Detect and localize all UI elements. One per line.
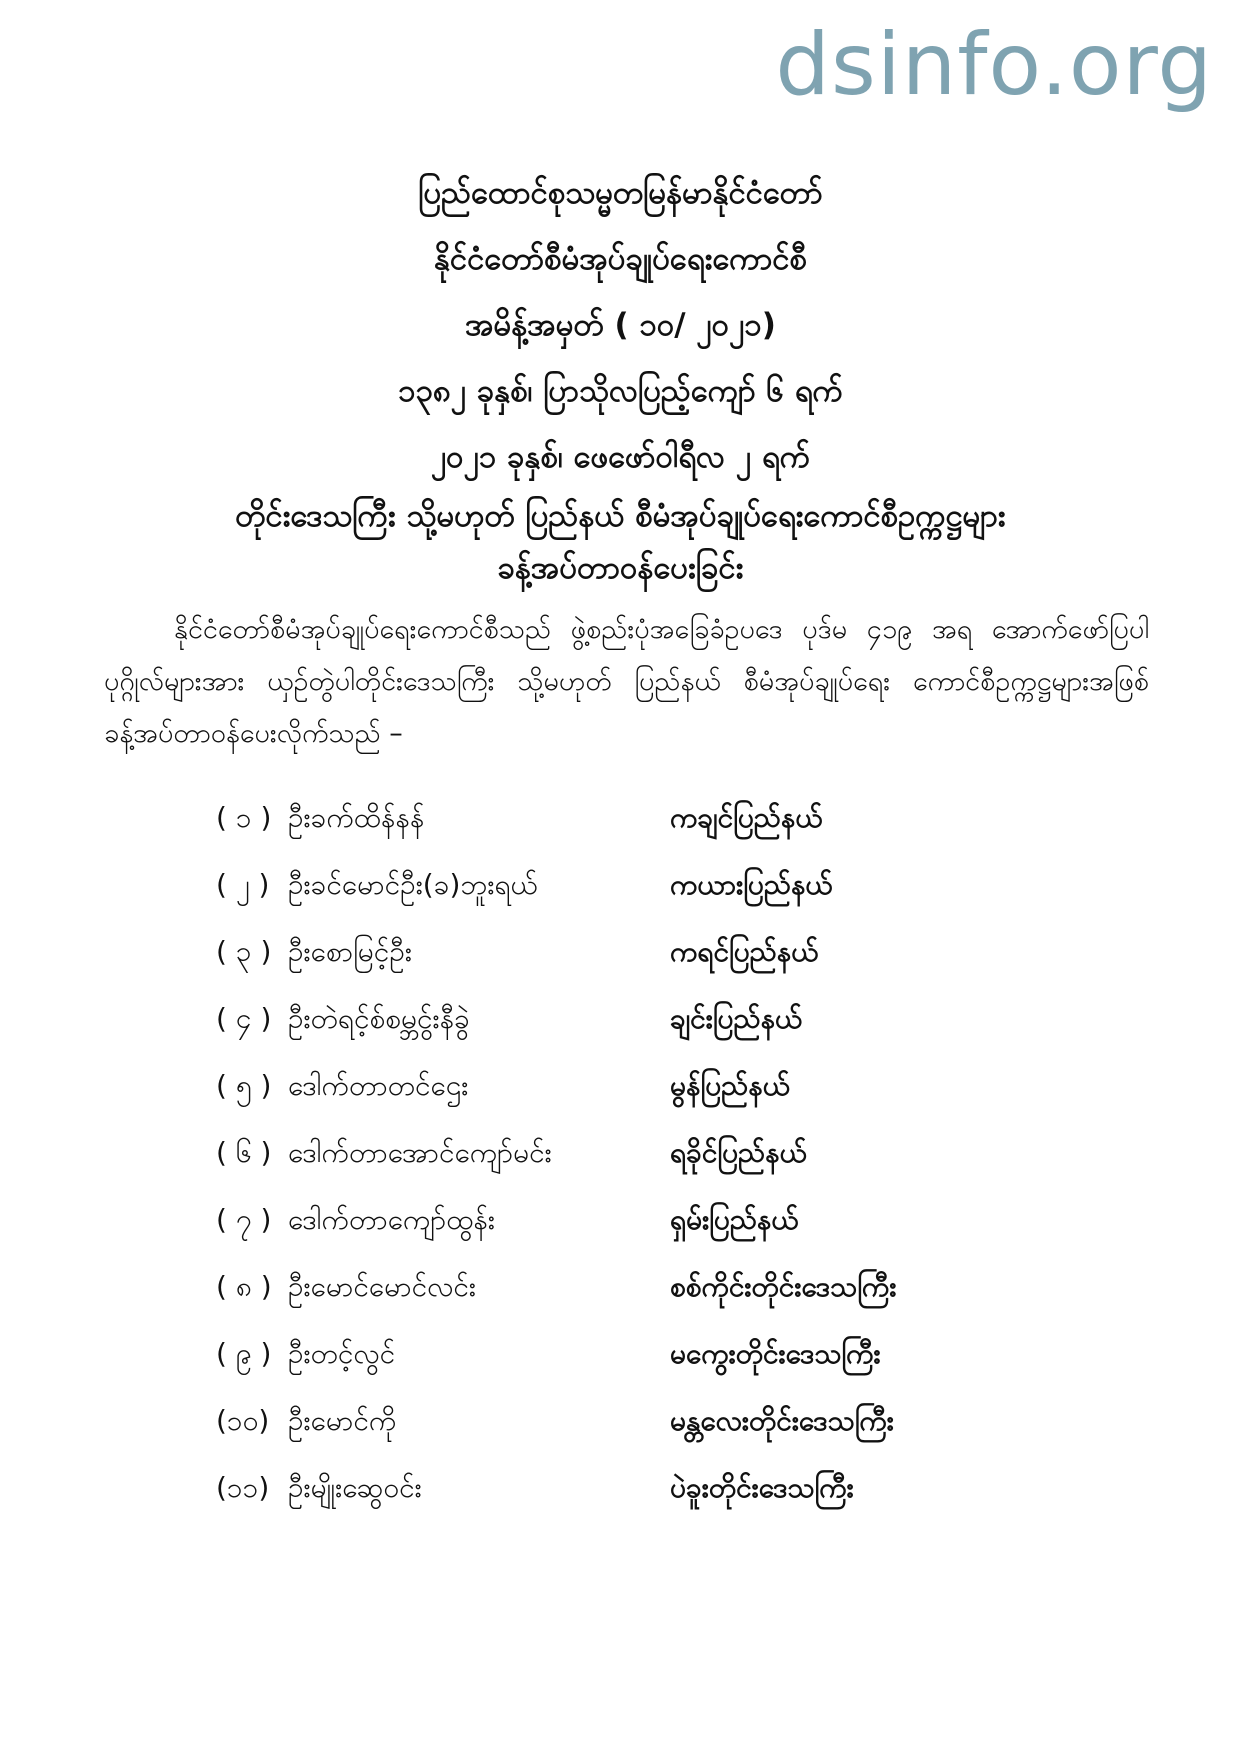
row-number: ( ၉ )	[216, 1336, 272, 1370]
document-header	[0, 160, 1241, 594]
appointment-row	[216, 1188, 1116, 1255]
row-number: ( ၇ )	[216, 1202, 272, 1236]
region-name: ရခိုင်ပြည်နယ်	[670, 1135, 807, 1169]
country-title: ပြည်ထောင်စုသမ္မတမြန်မာနိုင်ငံတော်	[418, 175, 823, 211]
appointee-name: ဒေါက်တာတင်ဌေး	[288, 1068, 469, 1102]
appointee-name: ဦးခင်မောင်ဦး(ခ)ဘူးရယ်	[288, 867, 538, 901]
region-name: ချင်းပြည်နယ်	[670, 1001, 803, 1035]
appointee-name: ဦးမျိုးဆွေဝင်း	[288, 1470, 422, 1504]
row-number: ( ၃ )	[216, 934, 272, 968]
appointment-row	[216, 987, 1116, 1054]
region-name: ပဲခူးတိုင်းဒေသကြီး	[670, 1470, 854, 1504]
council-title: နိုင်ငံတော်စီမံအုပ်ချုပ်ရေးကောင်စီ	[434, 241, 807, 277]
appointment-list	[216, 786, 1116, 1523]
appointment-row	[216, 1054, 1116, 1121]
row-number: ( ၄ )	[216, 1001, 272, 1035]
appointment-row	[216, 920, 1116, 987]
region-name: ကယားပြည်နယ်	[670, 867, 833, 901]
appointee-name: ဦးတင့်လွင်	[288, 1336, 396, 1370]
row-number: (၁၀)	[216, 1403, 270, 1437]
appointee-name: ဦးစောမြင့်ဦး	[288, 934, 412, 968]
subject-line-2: ခန့်အပ်တာဝန်ပေးခြင်း	[497, 550, 744, 586]
row-number: ( ၅ )	[216, 1068, 272, 1102]
appointee-name: ဒေါက်တာအောင်ကျော်မင်း	[288, 1135, 552, 1169]
region-name: မွန်ပြည်နယ်	[670, 1068, 790, 1102]
appointee-name: ဒေါက်တာကျော်ထွန်း	[288, 1202, 495, 1236]
row-number: ( ၁ )	[216, 800, 272, 834]
appointment-row	[216, 1456, 1116, 1523]
region-name: ကရင်ပြည်နယ်	[670, 934, 819, 968]
region-name: ကချင်ပြည်နယ်	[670, 800, 823, 834]
region-name: စစ်ကိုင်းတိုင်းဒေသကြီး	[670, 1269, 897, 1303]
subject-line-1: တိုင်းဒေသကြီး သို့မဟုတ် ပြည်နယ် စီမံအုပ်ချုပ်ရေးကောင်စီဥက္ကဋ္ဌများ	[235, 498, 1006, 534]
appointment-row	[216, 1322, 1116, 1389]
watermark: dsinfo.org	[775, 15, 1213, 115]
appointee-name: ဦးမောင်ကို	[288, 1403, 397, 1437]
row-number: ( ၈ )	[216, 1269, 272, 1303]
row-number: ( ၂ )	[216, 867, 270, 901]
appointee-name: ဦးခက်ထိန်နန်	[288, 800, 425, 834]
date-gregorian: ၂၀၂၁ ခုနှစ်၊ ဖေဖော်ဝါရီလ ၂ ရက်	[430, 439, 811, 475]
region-name: ရှမ်းပြည်နယ်	[670, 1202, 799, 1236]
appointment-row	[216, 853, 1116, 920]
row-number: (၁၁)	[216, 1470, 270, 1504]
order-body-paragraph: နိုင်ငံတော်စီမံအုပ်ချုပ်ရေးကောင်စီသည် ဖွဲ့စည်းပုံအခြေခံဥပဒေ ပုဒ်မ ၄၁၉ အရ အောက်ဖော်ပြပါပုဂ္ဂိုလ်များအား ယှဉ်တွဲပါတိုင်းဒေသကြီး သို့မဟုတ် ပြည်နယ် စီမံအုပ်ချုပ်ရေး ကောင်စီဥက္ကဋ္ဌများအဖြစ် ခန့်အပ်တာဝန်ပေးလိုက်သည် –	[104, 614, 1149, 749]
appointment-row	[216, 1255, 1116, 1322]
appointment-row	[216, 786, 1116, 853]
appointee-name: ဦးတဲရင့်စ်စမ္ဘွင်းနီခွဲ	[288, 1001, 470, 1035]
row-number: ( ၆ )	[216, 1135, 272, 1169]
order-number: အမိန့်အမှတ် ( ၁၀/ ၂၀၂၁)	[465, 307, 776, 343]
appointment-row	[216, 1121, 1116, 1188]
region-name: မန္တလေးတိုင်းဒေသကြီး	[670, 1403, 894, 1437]
date-myanmar-calendar: ၁၃၈၂ ခုနှစ်၊ ပြာသိုလပြည့်ကျော် ၆ ရက်	[398, 373, 843, 409]
region-name: မကွေးတိုင်းဒေသကြီး	[670, 1336, 881, 1370]
appointment-row	[216, 1389, 1116, 1456]
appointee-name: ဦးမောင်မောင်လင်း	[288, 1269, 477, 1303]
